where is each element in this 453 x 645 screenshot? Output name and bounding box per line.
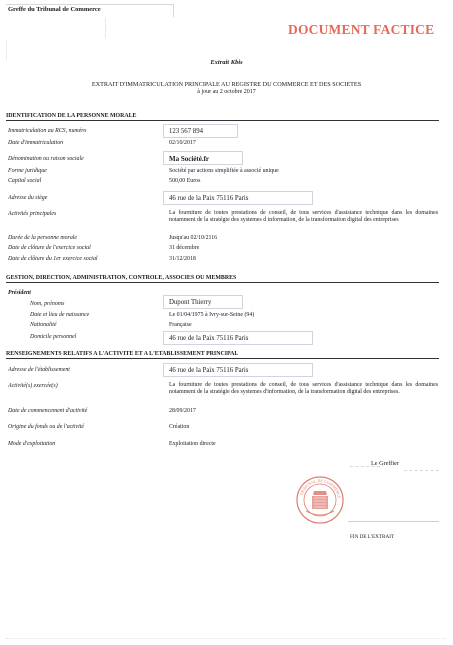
section-activite: RENSEIGNEMENTS RELATIFS A L'ACTIVITE ET A L'ETABLISSEMENT PRINCIPAL (6, 351, 439, 359)
signature-dash (404, 470, 439, 471)
premier-exercice-value: 31/12/2018 (169, 256, 196, 262)
forme-label: Forme juridique (8, 168, 47, 174)
section-identification: IDENTIFICATION DE LA PERSONNE MORALE (6, 113, 439, 121)
registry-divider (6, 18, 106, 38)
watermark-text: DOCUMENT FACTICE (288, 22, 435, 37)
nom-value: Dupont Thierry (163, 295, 243, 309)
cloture-value: 31 décembre (169, 245, 200, 251)
forme-value: Société par actions simplifiée à associé unique (169, 168, 279, 174)
court-seal-icon (294, 475, 346, 525)
origine-value: Création (169, 424, 190, 430)
mode-value: Exploitation directe (169, 441, 216, 447)
duree-value: Jusqu'au 02/10/2116 (169, 235, 218, 241)
mode-label: Mode d'exploitation (8, 441, 56, 447)
denomination-value: Ma Société.fr (163, 151, 243, 165)
main-title: EXTRAIT D'IMMATRICULATION PRINCIPALE AU REGISTRE DU COMMERCE ET DES SOCIETES (91, 81, 362, 88)
activites-value: La fourniture de toutes prestations de conseil, de tous services d'assistance technique dans les domaines notamment de la stratégie des systemes d information, de la transformation digital des entreprises (169, 210, 438, 224)
immat-date-value: 02/10/2017 (169, 140, 196, 146)
rcs-value: 123 567 894 (163, 124, 238, 138)
domicile-label: Domicile personnel (30, 334, 77, 340)
svg-text:TRIBUNAL DE COMMERCE: TRIBUNAL DE COMMERCE (298, 477, 342, 499)
exercees-label: Activité(s) exercée(s) (8, 383, 58, 389)
section-gestion: GESTION, DIRECTION, ADMINISTRATION, CONTROLE, ASSOCIES OU MEMBRES (6, 275, 439, 283)
exercees-value: La fourniture de toutes prestations de conseil, de tous services d'assistance technique dans les domaines notamment de la stratégie des systemes d'information, de la transformation digital des entreprises. (169, 382, 438, 396)
end-of-extract: FIN DE L'EXTRAIT (350, 534, 395, 540)
capital-value: 500,00 Euros (169, 178, 201, 184)
activites-label: Activités principales (8, 211, 57, 217)
duree-label: Durée de la personne morale (8, 235, 78, 241)
cloture-label: Date de clôture de l'exercice social (8, 245, 91, 251)
denomination-label: Dénomination ou raison sociale (8, 156, 84, 162)
registry-name: Greffe du Tribunal de Commerce (8, 6, 101, 13)
adresse-value: 46 rue de la Paix 75116 Paris (163, 363, 313, 377)
capital-label: Capital social (8, 178, 42, 184)
commencement-value: 28/09/2017 (169, 408, 196, 414)
extract-title: Extrait Kbis (210, 59, 243, 66)
role-president: Président (8, 290, 31, 296)
nom-label: Nom, prénoms (30, 301, 65, 307)
siege-value: 46 rue de la Paix 75116 Paris (163, 191, 313, 205)
left-rule (6, 40, 7, 60)
rcs-label: Immatriculation au RCS, numéro (8, 128, 87, 134)
siege-label: Adresse du siège (8, 195, 48, 201)
naissance-label: Date et lieu de naissance (30, 312, 90, 318)
date-line: à jour au 2 octobre 2017 (197, 89, 256, 95)
adresse-label: Adresse de l'établissement (8, 367, 70, 373)
immat-date-label: Date d'immatriculation (8, 140, 64, 146)
footer-divider (6, 638, 446, 639)
signature-line (348, 521, 439, 522)
origine-label: Origine du fonds ou de l'activité (8, 424, 85, 430)
nationalite-label: Nationalité (30, 322, 57, 328)
greffier-label: Le Greffier (371, 460, 399, 467)
domicile-value: 46 rue de la Paix 75116 Paris (163, 331, 313, 345)
premier-exercice-label: Date de clôture du 1er exercice social (8, 256, 98, 262)
nationalite-value: Française (169, 322, 192, 328)
commencement-label: Date de commencement d'activité (8, 408, 88, 414)
naissance-value: Le 01/04/1975 à Ivry-sur-Seine (94) (169, 312, 255, 318)
